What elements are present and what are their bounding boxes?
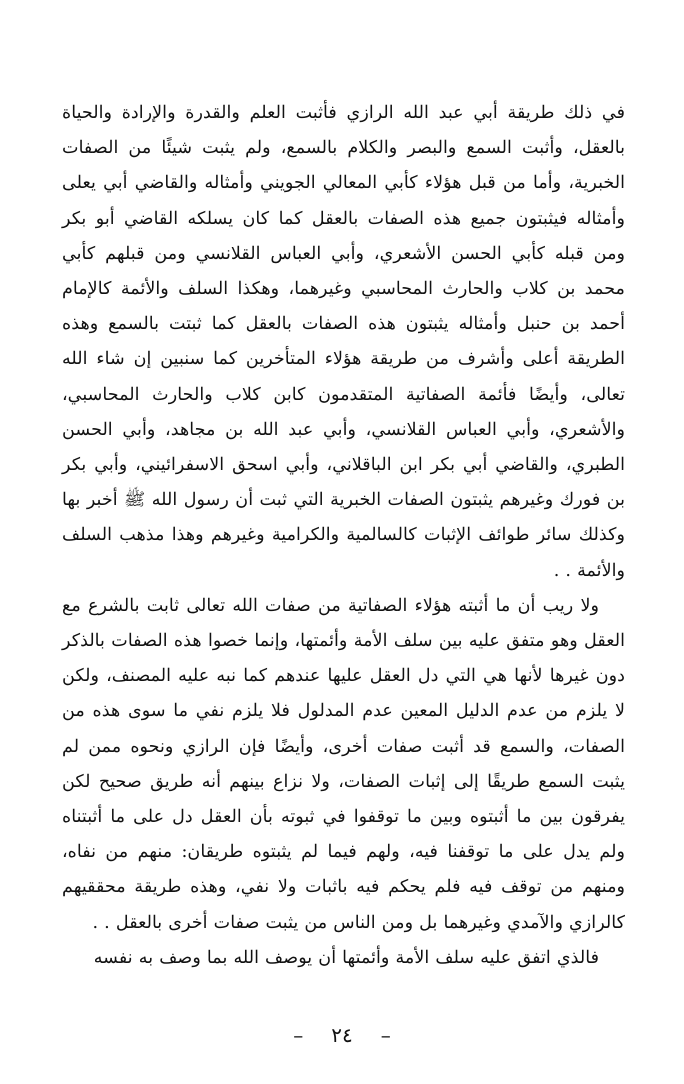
paragraph-3: فالذي اتفق عليه سلف الأمة وأئمتها أن يوصف الله بما وصف به نفسه xyxy=(93,947,599,968)
footer-dash-left: – xyxy=(293,1023,304,1047)
paragraph-2: ولا ريب أن ما أثبته هؤلاء الصفاتية من صفات الله تعالى ثابت بالشرع مع العقل وهو متفق عليه بين سلف الأمة وأئمتها، وإنما خصوا هذه الصفات بالذكر دون غيرها لأنها هي التي دل العقل عليها عندهم كما نبه عليه المصنف، ولكن لا يلزم من عدم الدليل المعين عدم المدلول فلا يلزم نفي ما سوى هذه من الصفات، والسمع قد أثبت صفات أخرى، وأيضًا فإن الرازي ونحوه ممن لم يثبت السمع طريقًا إلى إثبات الصفات، ولا نزاع بينهم أنه طريق صحيح لكن يفرقون بين ما أثبتوه وبين ما توقفوا في ثبوته بأن العقل دل على ما أثبتناه ولم يدل على ما توقفنا فيه، ولهم فيما لم يثبتوه طريقان: منهم من نفاه، ومنهم من توقف فيه فلم يحكم فيه باثبات ولا نفي، وهذه طريقة محققيهم كالرازي والآمدي وغيرهما بل ومن الناس من يثبت صفات أخرى بالعقل . . xyxy=(62,595,625,933)
paragraph-1: في ذلك طريقة أبي عبد الله الرازي فأثبت العلم والقدرة والإرادة والحياة بالعقل، وأثبت السمع والبصر والكلام بالسمع، ولم يثبت شيئًا من الصفات الخبرية، وأما من قبل هؤلاء كأبي المعالي الجويني وأمثاله والقاضي أبي يعلى وأمثاله فيثبتون جميع هذه الصفات بالعقل كما كان يسلكه القاضي أبو بكر ومن قبله كأبي الحسن الأشعري، وأبي العباس القلانسي ومن قبلهم كأبي محمد بن كلاب والحارث المحاسبي وغيرهما، وهكذا السلف والأئمة كالإمام أحمد بن حنبل وأمثاله يثبتون هذه الصفات بالعقل كما ثبتت بالسمع وهذه الطريقة أعلى وأشرف من طريقة هؤلاء المتأخرين كما سنبين إن شاء الله تعالى، وأيضًا فأئمة الصفاتية المتقدمون كابن كلاب والحارث المحاسبي، والأشعري، وأبي العباس القلانسي، وأبي عبد الله بن مجاهد، وأبي الحسن الطبري، والقاضي أبي بكر ابن الباقلاني، وأبي اسحق الاسفرائيني، وأبي بكر بن فورك وغيرهم يثبتون الصفات الخبرية التي ثبت أن رسول الله ﷺ أخبر بها وكذلك سائر طوائف الإثبات كالسالمية والكرامية وغيرهم وهذا مذهب السلف والأئمة . . xyxy=(62,103,625,581)
page-body xyxy=(62,96,625,976)
page-footer xyxy=(0,1020,684,1050)
page-number: ٢٤ xyxy=(331,1023,353,1047)
footer-dash-right: – xyxy=(380,1023,391,1047)
